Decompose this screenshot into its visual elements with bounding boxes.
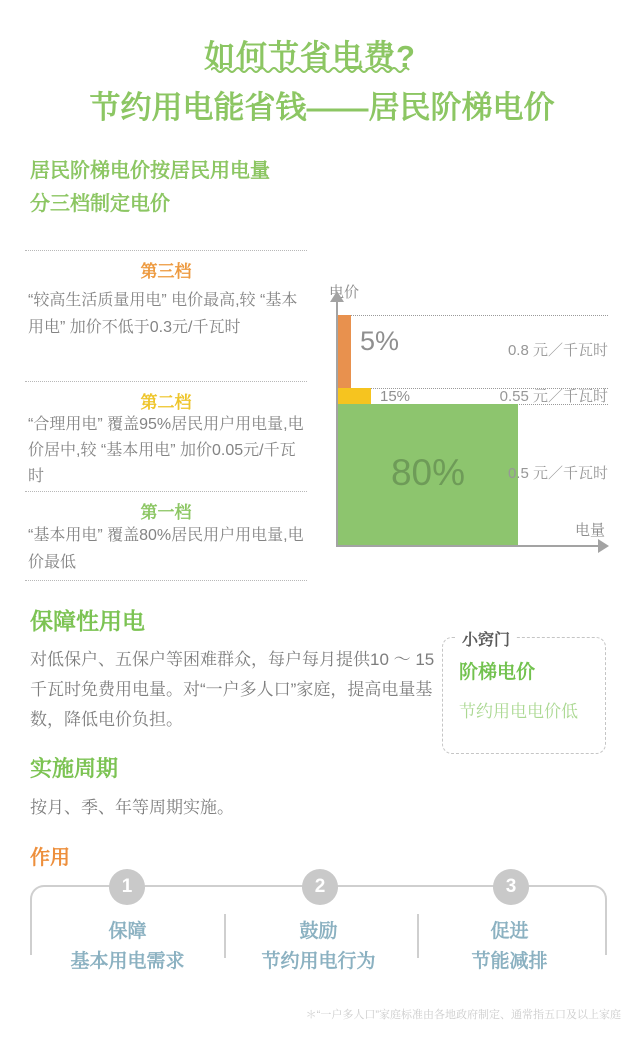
tier3-heading: 第三档 xyxy=(140,262,192,281)
effect-item-2-line2: 节约用电行为 xyxy=(261,951,376,972)
tier1-heading: 第一档 xyxy=(140,503,192,522)
step-3-badge: 3 xyxy=(493,869,529,905)
tier3-price-label: 0.8 元／千瓦时 xyxy=(507,342,608,359)
intro-line1: 居民阶梯电价按居民用电量 xyxy=(30,160,270,182)
page-title: 如何节省电费? xyxy=(204,39,416,74)
y-axis-arrow-icon xyxy=(330,291,344,302)
separator xyxy=(25,580,307,581)
tip-box-title: 阶梯电价 xyxy=(459,662,536,683)
x-axis-label: 电量 xyxy=(574,522,605,539)
period-body: 按月、季、年等周期实施。 xyxy=(30,798,234,817)
y-axis-label: 电价 xyxy=(329,284,360,301)
step-2-badge: 2 xyxy=(302,869,338,905)
effect-item-3 xyxy=(414,917,605,977)
footnote: ＊“一户多人口”家庭标准由各地政府制定、通常指五口及以上家庭 xyxy=(305,1009,621,1021)
step-1-badge: 1 xyxy=(109,869,145,905)
tier2-heading: 第二档 xyxy=(140,393,192,412)
separator xyxy=(25,250,307,251)
tier1-price-label: 0.5 元／千瓦时 xyxy=(507,465,608,482)
effect-frame xyxy=(30,876,607,972)
guarantee-body: 对低保户、五保户等困难群众，每户每月提供10 ～ 15 千瓦时免费用电量。对“一户多人口”家庭，提高电量基数，降低电价负担。 xyxy=(30,650,435,729)
separator xyxy=(25,491,307,492)
x-axis-arrow-icon xyxy=(598,539,609,553)
tier-price-chart xyxy=(330,278,615,570)
effect-heading: 作用 xyxy=(30,847,70,869)
tier2-share-label: 15% xyxy=(380,388,411,405)
tier3-share-label: 5% xyxy=(360,326,400,356)
tier3-description: “较高生活质量用电” 电价最高,较 “基本用电” 加价不低于0.3元/千瓦时 xyxy=(28,292,298,336)
tier1-description: “基本用电” 覆盖80%居民用户用电量,电价最低 xyxy=(28,527,304,571)
effect-item-1 xyxy=(32,917,223,977)
effect-item-1-line1: 保障 xyxy=(108,921,147,942)
tier2-description: “合理用电” 覆盖95%居民用户用电量,电价居中,较 “基本用电” 加价0.05元/千瓦时 xyxy=(28,416,304,485)
effect-item-3-line2: 节能减排 xyxy=(471,951,548,972)
tip-box-subtitle: 节约用电电价低 xyxy=(459,702,578,721)
tip-box xyxy=(442,632,606,754)
tier2-price-label: 0.55 元／千瓦时 xyxy=(499,388,608,405)
intro-line2: 分三档制定电价 xyxy=(30,193,170,215)
effect-item-1-line2: 基本用电需求 xyxy=(70,951,185,972)
effect-item-2-line1: 鼓励 xyxy=(299,921,338,942)
separator xyxy=(25,381,307,382)
intro-text xyxy=(30,155,270,221)
guarantee-heading: 保障性用电 xyxy=(30,608,145,634)
tip-box-label: 小窍门 xyxy=(457,627,515,650)
x-axis xyxy=(336,545,602,547)
bar-tier3 xyxy=(338,315,351,388)
effect-item-3-line1: 促进 xyxy=(490,921,529,942)
tier1-share-label: 80% xyxy=(390,452,466,493)
gridline-tier3 xyxy=(338,315,608,316)
wavy-underline-icon xyxy=(211,65,411,75)
page-subtitle: 节约用电能省钱——居民阶梯电价 xyxy=(89,90,555,125)
period-heading: 实施周期 xyxy=(30,756,119,781)
bar-tier2 xyxy=(338,388,371,404)
effect-item-2 xyxy=(223,917,414,977)
